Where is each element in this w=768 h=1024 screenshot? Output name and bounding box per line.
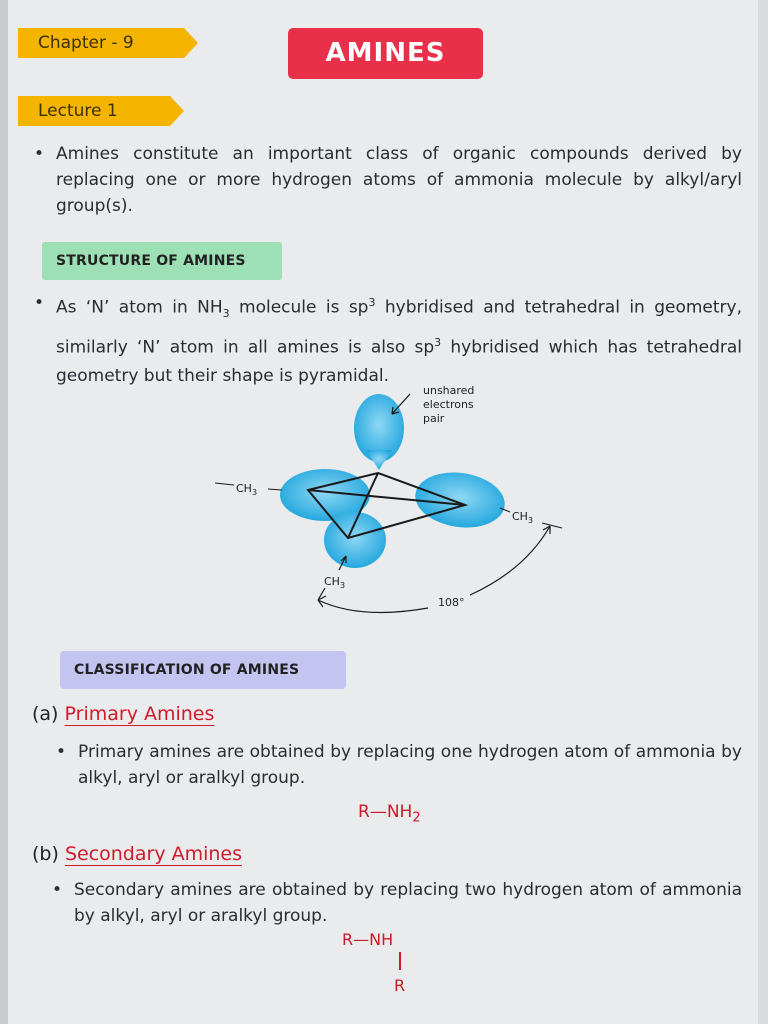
intro-bullet	[34, 141, 742, 219]
secondary-title: Secondary Amines	[64, 843, 243, 865]
structure-text-c: hybridised and tetrahedral in geometry, similarly ‘N’ atom in all amines is also sp	[56, 297, 742, 358]
secondary-marker: (b)	[32, 843, 59, 865]
structure-text-d: hybridised which has tetrahedral geometry but their shape is pyramidal.	[56, 337, 743, 386]
primary-bullet	[56, 739, 742, 791]
amine-structure-diagram	[200, 380, 580, 625]
right-orbital-lobe	[412, 467, 509, 533]
sp3-superscript: 3	[434, 335, 442, 349]
bullet-dot: •	[56, 742, 67, 762]
primary-title: Primary Amines	[64, 703, 215, 725]
angle-arc-left	[318, 600, 428, 613]
structure-text-b: molecule is sp	[229, 297, 369, 318]
left-ch3-label: $CH_3$	[236, 482, 258, 497]
lone-pair-label-2: electrons	[423, 398, 474, 411]
angle-arc-right	[470, 526, 550, 595]
bottom-ch3-label: $CH_3$	[324, 575, 346, 590]
lone-pair-label-3: pair	[423, 412, 445, 425]
sp3-superscript: 3	[368, 296, 376, 309]
right-ch3-label: $CH_3$	[512, 510, 534, 525]
intro-text: Amines constitute an important class of organic compounds derived by replacing one or more hydrogen atoms of ammonia molecule by alkyl/aryl group(s).	[56, 144, 742, 216]
bullet-dot: •	[34, 293, 45, 313]
lone-pair-label-1: unshared	[423, 384, 475, 397]
bond-angle-label: 108°	[438, 596, 465, 609]
bullet-dot: •	[34, 144, 45, 164]
structure-heading: STRUCTURE OF AMINES	[42, 242, 282, 280]
nh3-subscript: 3	[222, 307, 230, 321]
page-right-edge	[758, 0, 768, 1024]
primary-amines-heading	[32, 703, 214, 725]
bullet-dot: •	[52, 880, 63, 900]
primary-marker: (a)	[32, 703, 59, 725]
page-title: AMINES	[288, 28, 483, 79]
lecture-tag: Lecture 1	[18, 96, 170, 126]
structure-bullet	[34, 289, 743, 390]
secondary-amines-heading	[32, 843, 242, 865]
secondary-second-r: R	[394, 976, 406, 995]
secondary-bullet	[52, 877, 742, 929]
classification-heading: CLASSIFICATION OF AMINES	[60, 651, 346, 689]
primary-text: Primary amines are obtained by replacing one hydrogen atom of ammonia by alkyl, aryl or aralkyl group.	[78, 742, 742, 788]
page-left-edge	[0, 0, 8, 1024]
secondary-text: Secondary amines are obtained by replacing two hydrogen atom of ammonia by alkyl, aryl or aralkyl group.	[74, 880, 742, 926]
primary-amine-formula: $R—NH_2$	[358, 802, 421, 826]
structure-text-a: As ‘N’ atom in NH	[56, 297, 223, 318]
chapter-tag: Chapter - 9	[18, 28, 184, 58]
secondary-bond-line	[399, 952, 401, 970]
secondary-amine-formula: R—NH	[342, 930, 394, 949]
lone-pair-lobe-tail	[366, 450, 392, 470]
